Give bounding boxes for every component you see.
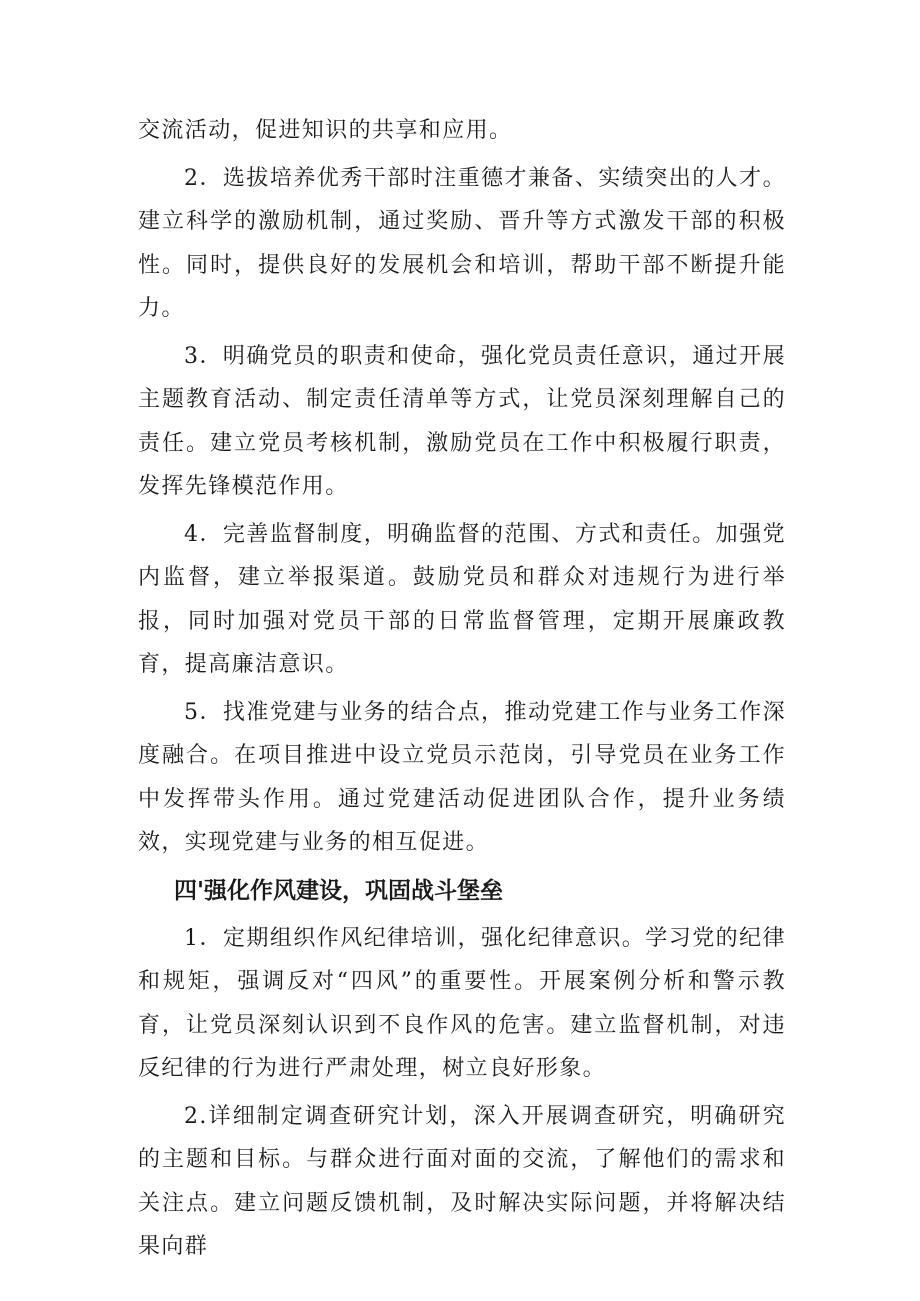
paragraph-item-5: 5．找准党建与业务的结合点，推动党建工作与业务工作深度融合。在项目推进中设立党员示范岗，引导党员在业务工作中发挥带头作用。通过党建活动促进团队合作，提升业务绩效，实现党建与业务的相互促进。 (138, 699, 786, 855)
paragraph-item-1: 1．定期组织作风纪律培训，强化纪律意识。学习党的纪律和规矩，强调反对“四风”的重要性。开展案例分析和警示教育，让党员深刻认识到不良作风的危害。建立监督机制，对违反纪律的行为进行严肃处理，树立良好形象。 (138, 925, 786, 1081)
paragraph-item-3: 3．明确党员的职责和使命，强化党员责任意识，通过开展主题教育活动、制定责任清单等方式，让党员深刻理解自己的责任。建立党员考核机制，激励党员在工作中积极履行职责，发挥先锋模范作用。 (138, 343, 786, 499)
paragraph-item-2-second: 2.详细制定调查研究计划，深入开展调查研究，明确研究的主题和目标。与群众进行面对面的交流，了解他们的需求和关注点。建立问题反馈机制，及时解决实际问题，并将解决结果向群 (138, 1103, 786, 1259)
paragraph-continued: 交流活动，促进知识的共享和应用。 (138, 118, 513, 143)
document-body (138, 109, 786, 1269)
paragraph-item-2: 2．选拔培养优秀干部时注重德才兼备、实绩突出的人才。建立科学的激励机制，通过奖励、晋升等方式激发干部的积极性。同时，提供良好的发展机会和培训，帮助干部不断提升能力。 (138, 165, 786, 321)
section-heading: 四'强化作风建设，巩固战斗堡垒 (174, 877, 504, 904)
paragraph-item-4: 4．完善监督制度，明确监督的范围、方式和责任。加强党内监督，建立举报渠道。鼓励党员和群众对违规行为进行举报，同时加强对党员干部的日常监督管理，定期开展廉政教育，提高廉洁意识。 (138, 521, 786, 677)
